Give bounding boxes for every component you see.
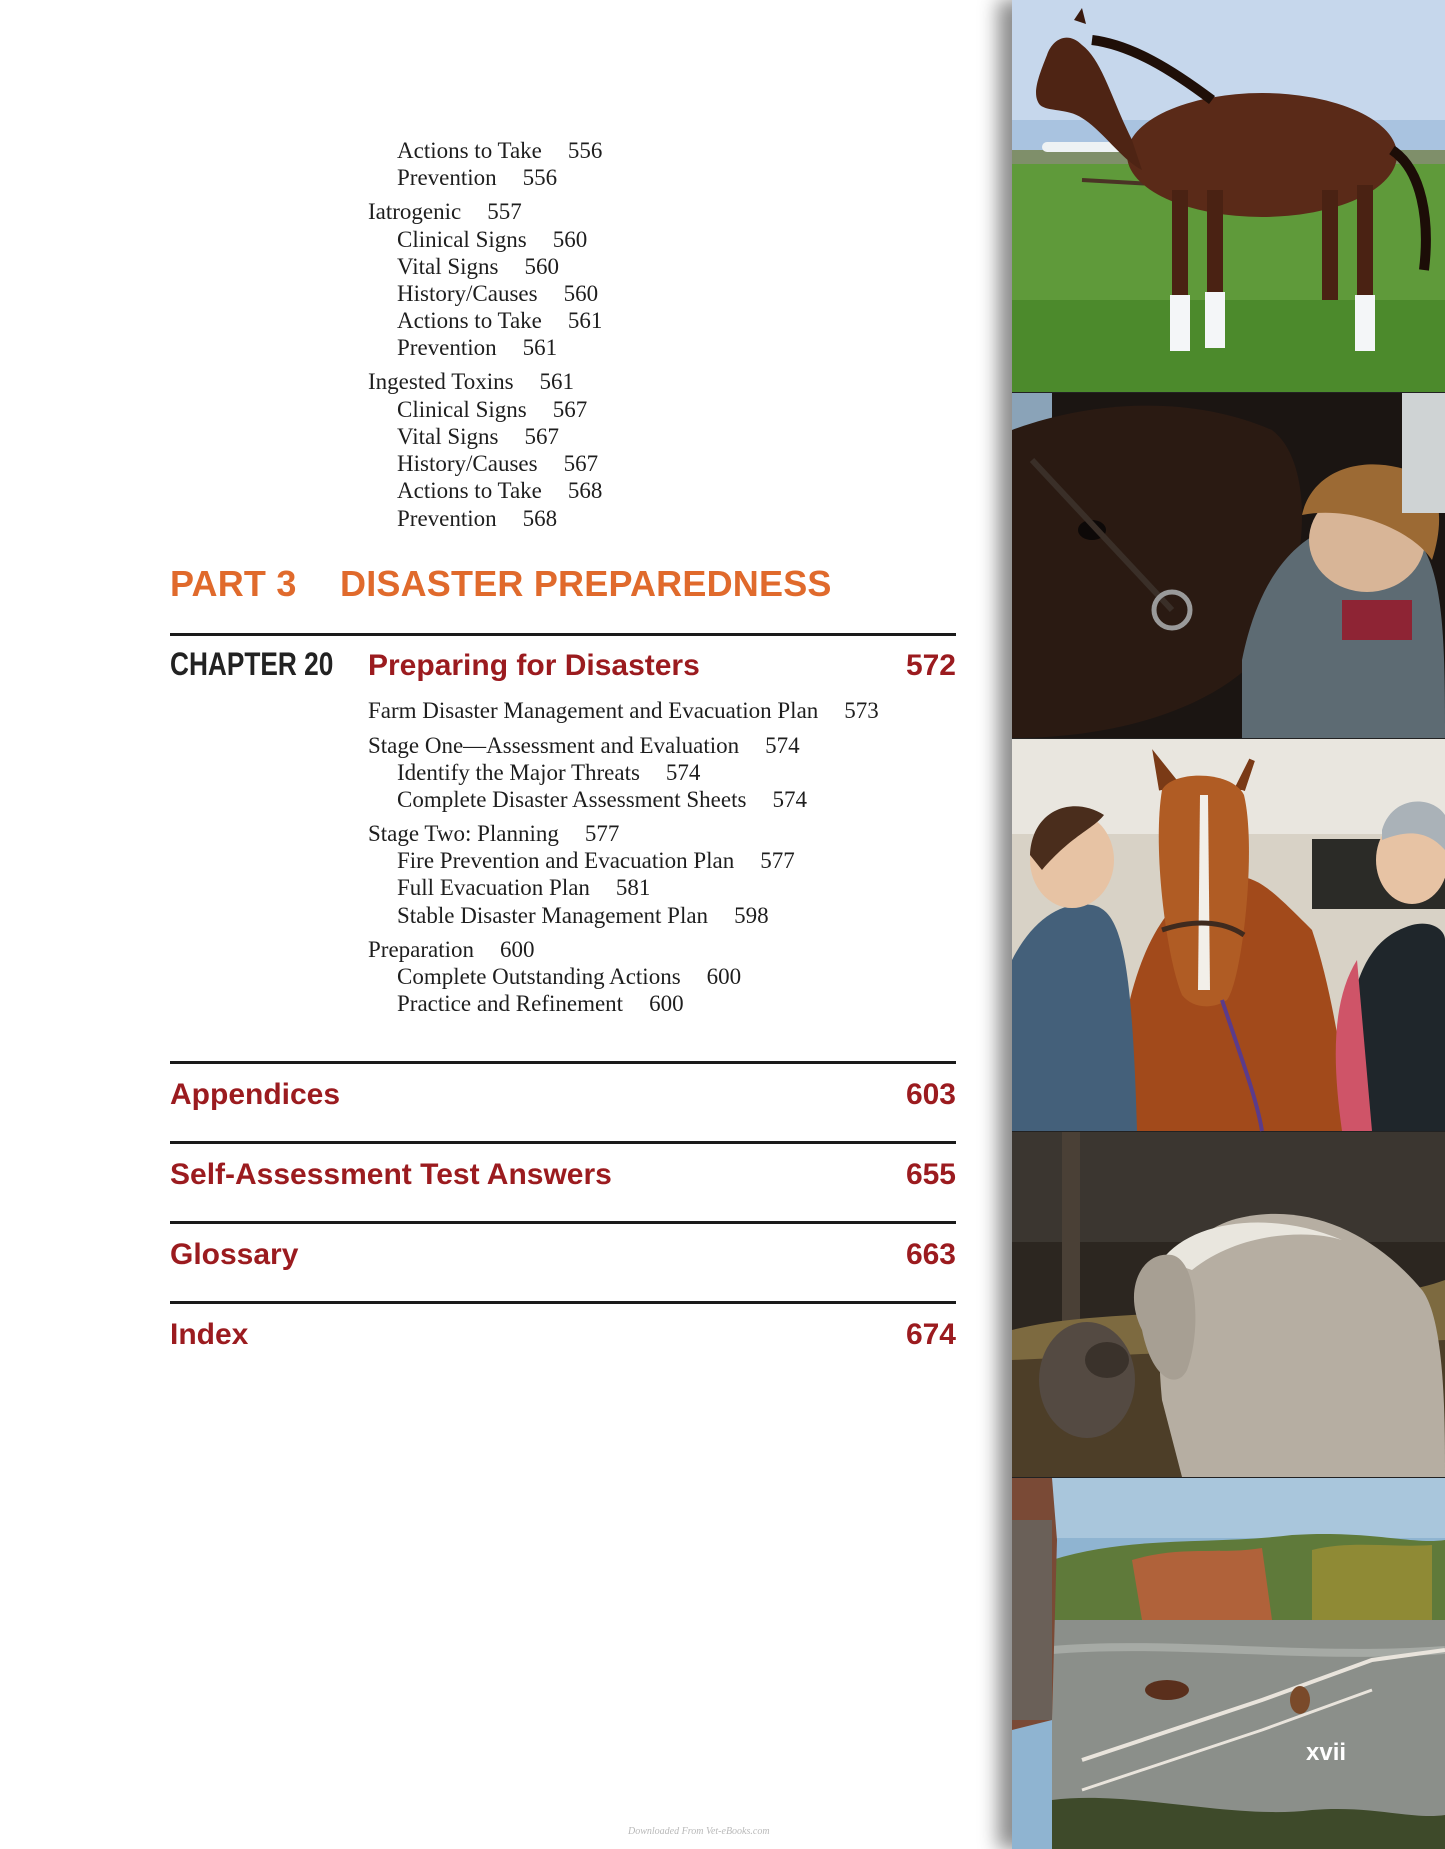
toc-entry[interactable]: Vital Signs 560 xyxy=(397,254,559,279)
toc-entry[interactable]: Clinical Signs 567 xyxy=(397,397,588,422)
backmatter-title: Glossary xyxy=(170,1238,299,1271)
toc-backmatter-item[interactable] xyxy=(170,1235,956,1275)
toc-entry[interactable]: Stage Two: Planning 577 xyxy=(368,821,620,846)
toc-entry[interactable]: Prevention 561 xyxy=(397,335,558,360)
toc-entry[interactable]: History/Causes 560 xyxy=(397,281,599,306)
backmatter-title: Index xyxy=(170,1318,249,1351)
toc-entry[interactable]: History/Causes 567 xyxy=(397,451,599,476)
toc-entry[interactable]: Iatrogenic 557 xyxy=(368,199,522,224)
part-heading xyxy=(170,562,832,606)
backmatter-page-number: 603 xyxy=(905,1078,956,1111)
toc-entry[interactable]: Actions to Take 561 xyxy=(397,308,603,333)
flooded-pasture-photo xyxy=(1012,1478,1445,1849)
toc-entry[interactable]: Actions to Take 556 xyxy=(397,138,603,163)
backmatter-page-number: 674 xyxy=(905,1318,956,1351)
backmatter-title: Self-Assessment Test Answers xyxy=(170,1158,612,1191)
toc-entry[interactable]: Complete Outstanding Actions 600 xyxy=(397,964,742,989)
toc-entry[interactable]: Actions to Take 568 xyxy=(397,478,603,503)
toc-entry[interactable]: Vital Signs 567 xyxy=(397,424,559,449)
backmatter-title: Appendices xyxy=(170,1078,341,1111)
divider xyxy=(170,633,956,636)
page-folio: xvii xyxy=(1306,1739,1347,1766)
divider xyxy=(170,1141,956,1144)
photo-strip xyxy=(1012,0,1445,1849)
toc-entry[interactable]: Clinical Signs 560 xyxy=(397,227,588,252)
backmatter-page-number: 663 xyxy=(905,1238,956,1271)
divider xyxy=(170,1061,956,1064)
toc-entry[interactable]: Ingested Toxins 561 xyxy=(368,369,575,394)
chapter-label: CHAPTER 20 xyxy=(170,646,334,682)
toc-backmatter-item[interactable] xyxy=(170,1315,956,1355)
toc-entry[interactable]: Stable Disaster Management Plan 598 xyxy=(397,903,769,928)
chapter-page-number: 572 xyxy=(905,649,956,682)
toc-entry[interactable]: Practice and Refinement 600 xyxy=(397,991,684,1016)
toc-entry[interactable]: Stage One—Assessment and Evaluation 574 xyxy=(368,733,800,758)
part-title: DISASTER PREPAREDNESS xyxy=(340,563,832,604)
toc-entry[interactable]: Prevention 556 xyxy=(397,165,558,190)
toc-entry[interactable]: Identify the Major Threats 574 xyxy=(397,760,701,785)
two-women-with-horse-photo xyxy=(1012,739,1445,1131)
toc-entry[interactable]: Fire Prevention and Evacuation Plan 577 xyxy=(397,848,795,873)
toc-entry[interactable]: Complete Disaster Assessment Sheets 574 xyxy=(397,787,807,812)
backmatter-page-number: 655 xyxy=(905,1158,956,1191)
toc-backmatter-item[interactable] xyxy=(170,1155,956,1195)
toc-entry[interactable]: Full Evacuation Plan 581 xyxy=(397,875,651,900)
pony-and-foal-photo xyxy=(1012,1132,1445,1477)
toc-entry[interactable]: Prevention 568 xyxy=(397,506,558,531)
part-label: PART 3 xyxy=(170,563,297,604)
woman-with-horse-photo xyxy=(1012,393,1445,738)
watermark: Downloaded From Vet-eBooks.com xyxy=(628,1826,770,1837)
divider xyxy=(170,1221,956,1224)
toc-backmatter-item[interactable] xyxy=(170,1075,956,1115)
divider xyxy=(170,1301,956,1304)
horse-standing-photo xyxy=(1012,0,1445,392)
toc-entry[interactable]: Preparation 600 xyxy=(368,937,535,962)
toc-entry[interactable]: Farm Disaster Management and Evacuation Plan 573 xyxy=(368,698,879,723)
chapter-title[interactable]: Preparing for Disasters xyxy=(368,649,700,682)
